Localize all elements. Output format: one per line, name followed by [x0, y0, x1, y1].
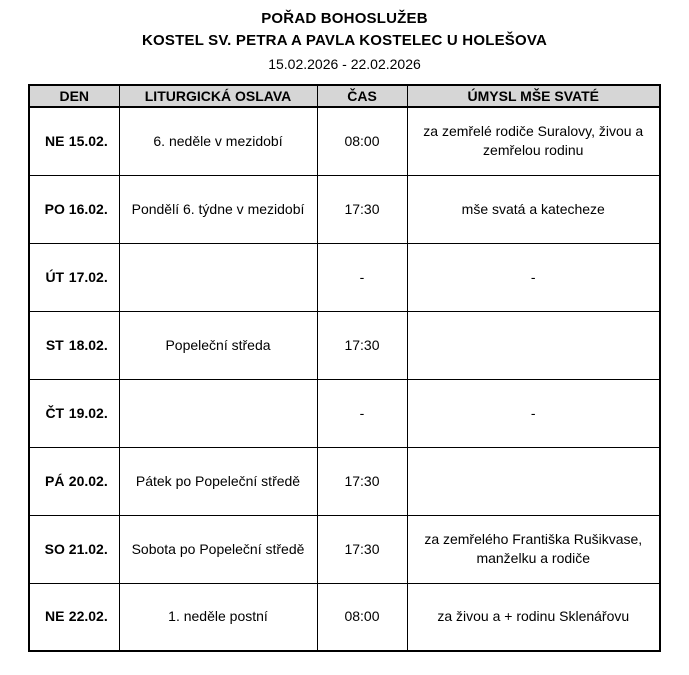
day-cell [29, 311, 119, 379]
day-date: 20.02. [68, 472, 108, 489]
date-range: 15.02.2026 - 22.02.2026 [268, 56, 421, 72]
time-cell: 17:30 [317, 311, 407, 379]
intention-cell [407, 311, 660, 379]
day-cell [29, 583, 119, 651]
intention-cell: - [407, 243, 660, 311]
day-abbreviation: PÁ [45, 472, 65, 489]
day-cell [29, 515, 119, 583]
table-row [29, 175, 660, 243]
schedule-table [28, 84, 661, 652]
header-row [29, 85, 660, 107]
table-row [29, 515, 660, 583]
day-abbreviation: SO [44, 540, 65, 557]
day-cell [29, 379, 119, 447]
intention-cell [407, 447, 660, 515]
column-header-liturgicka-oslava: LITURGICKÁ OSLAVA [119, 85, 317, 107]
celebration-cell: Pátek po Popeleční středě [119, 447, 317, 515]
day-date: 22.02. [68, 608, 108, 625]
day-abbreviation: PO [44, 200, 65, 217]
day-abbreviation: ČT [45, 404, 65, 421]
intention-cell: za zemřelé rodiče Suralovy, živou a zemřelou rodinu [407, 107, 660, 175]
time-cell: 17:30 [317, 515, 407, 583]
intention-cell: za zemřelého Františka Rušikvase, manželku a rodiče [407, 515, 660, 583]
day-abbreviation: NE [45, 132, 65, 149]
day-abbreviation: ÚT [45, 268, 65, 285]
table-row [29, 107, 660, 175]
table-header [29, 85, 660, 107]
celebration-cell: Sobota po Popeleční středě [119, 515, 317, 583]
celebration-cell [119, 243, 317, 311]
day-date: 19.02. [68, 404, 108, 421]
day-date: 18.02. [68, 336, 108, 353]
day-date: 17.02. [68, 268, 108, 285]
day-date: 15.02. [68, 132, 108, 149]
day-cell [29, 107, 119, 175]
table-row [29, 447, 660, 515]
time-cell: 17:30 [317, 447, 407, 515]
celebration-cell [119, 379, 317, 447]
table-row [29, 243, 660, 311]
table-row [29, 311, 660, 379]
day-abbreviation: ST [45, 336, 64, 353]
day-cell [29, 243, 119, 311]
day-abbreviation: NE [45, 608, 65, 625]
table-row [29, 379, 660, 447]
intention-cell: - [407, 379, 660, 447]
day-date: 21.02. [68, 540, 108, 557]
intention-cell: za živou a + rodinu Sklenářovu [407, 583, 660, 651]
time-cell: - [317, 243, 407, 311]
intention-cell: mše svatá a katecheze [407, 175, 660, 243]
page-title: POŘAD BOHOSLUŽEB [261, 10, 428, 27]
day-cell [29, 447, 119, 515]
time-cell: 08:00 [317, 583, 407, 651]
day-cell [29, 175, 119, 243]
day-date: 16.02. [68, 200, 108, 217]
time-cell: 17:30 [317, 175, 407, 243]
column-header-umysl-mse-svate: ÚMYSL MŠE SVATÉ [407, 85, 660, 107]
celebration-cell: 1. neděle postní [119, 583, 317, 651]
celebration-cell: Pondělí 6. týdne v mezidobí [119, 175, 317, 243]
table-body [29, 107, 660, 651]
table-row [29, 583, 660, 651]
column-header-cas: ČAS [317, 85, 407, 107]
column-header-den: DEN [29, 85, 119, 107]
celebration-cell: 6. neděle v mezidobí [119, 107, 317, 175]
page-subtitle: KOSTEL SV. PETRA A PAVLA KOSTELEC U HOLEŠOVA [142, 32, 547, 49]
celebration-cell: Popeleční středa [119, 311, 317, 379]
time-cell: - [317, 379, 407, 447]
time-cell: 08:00 [317, 107, 407, 175]
